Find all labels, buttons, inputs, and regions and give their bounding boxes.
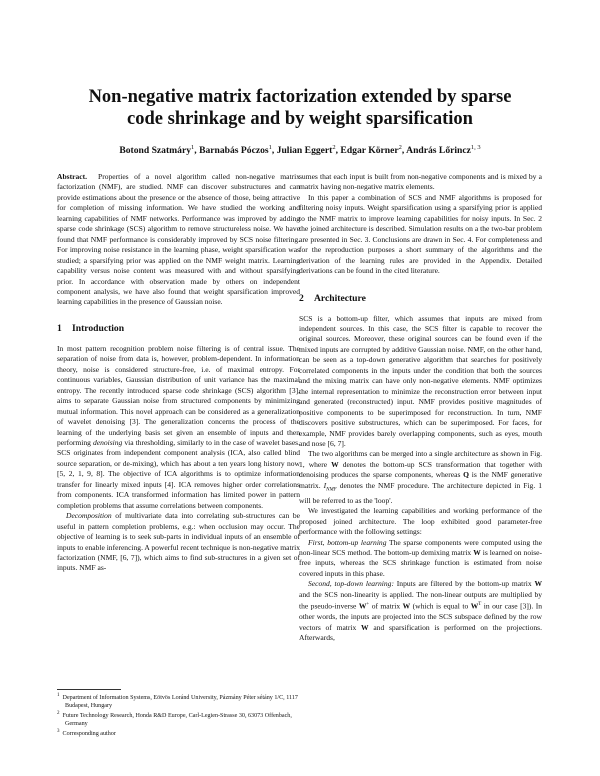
title-line-1: Non-negative matrix factorization extended by sparse — [88, 87, 512, 107]
paragraph-text: of multivariate data into correlating sub-structures can be useful in pattern completion problems, e.g.: when occlusion may occur. The objective of learning is to seek sub-parts in individual inputs of an ensemble of inputs to enable inferencing. A powerful recent technique is non-negative matrix factorization (NMF, [6, 7]), which aims to find sub-structures in a given set of inputs. NMF as- — [57, 511, 300, 573]
emphasis-text: denoising — [92, 437, 123, 447]
footnote-text: Future Technology Research, Honda R&D Europe, Carl-Legien-Strasse 30, 63073 Offenbach, Germany — [62, 713, 292, 728]
paper-title — [40, 86, 560, 130]
matrix-symbol: W — [361, 622, 369, 632]
intro-paragraph-3: In this paper a combination of SCS and NMF algorithms is proposed for filtering noisy inputs. Weight sparsification using a sparsifying prior is applied to the NMF matrix to improve learning capabilities for noisy inputs. In Sec. 2 the joined architecture is described. Simulation results on a the two-bar problem are presented in Sec. 3. Conclusions are drawn in Sec. 4. For completeness and for the reproduction purposes a short summary of the algorithms and the derivation of the learning rules are provided in the Appendix. Detailed derivations can be found in the cited literature. — [299, 192, 542, 276]
title-line-2: code shrinkage and by weight sparsification — [127, 109, 473, 129]
paragraph-text: is the NMF generative matrix. — [299, 470, 542, 490]
architecture-paragraph-3: We investigated the learning capabilities and working performance of the proposed joined architecture. The loop exhibited good parameter-free performance with the following settings: — [299, 506, 542, 537]
paragraph-text: In most pattern recognition problem noise filtering is of central issue. The separation of noise from data is, however, problem-dependent. In information theory, noise is considered structure-free, i.e. of maximal entropy. For continuous variables, Gaussian distribution of unit variance has the maximal entropy. The recently introduced sparse code shrinkage (SCS) algorithm [3], aims to separate Gaussian noise from structured components by minimizing mutual information. This novel approach can be considered as a generalization of wavelet denoising [3]. The generalization concerns the process of the learning of the underlying basis set given an ensemble of inputs and then performing — [57, 343, 300, 447]
paragraph-text: and the SCS non-linearity is applied. The non-linear outputs are multiplied by the pseudo-inverse — [299, 589, 542, 611]
footnote-mark: 2 — [57, 711, 60, 717]
matrix-symbol: Q — [463, 470, 470, 480]
paragraph-text: of matrix — [371, 601, 401, 611]
emphasis-text: Second, top-down learning: — [308, 579, 394, 589]
section-number: 1 — [57, 322, 62, 334]
paragraph-text: denotes the bottom-up SCS transformation that together with denoising produces the sparse components, whereas — [299, 459, 542, 480]
paragraph-text: is learned on noise-free inputs, whereas the SCS shrinkage function is estimated from noise covered inputs in this phase. — [299, 548, 542, 578]
section-number: 2 — [299, 292, 304, 304]
footnote — [57, 728, 300, 738]
matrix-symbol: W — [402, 601, 411, 611]
abstract-text: Properties of a novel algorithm called non-negative matrix factorization (NMF), are studied. NMF can discover substructures and can provide estimations about the presence or the absence of those, being attractive for completion of missing information. We have studied the working and learning capabilities of NMF networks. Performance was improved by adding sparse code shrinkage (SCS) algorithm to remove structureless noise. We have found that NMF performance is considerably improved by SCS noise filtering. For improving noise resistance in the learning phase, weight sparsification was studied; a sparsifying prior was applied on the NMF weight matrix. Learning capability versus noise content was measured with and without sparsifying prior. In accordance with observation made by others on independent component analysis, we have also found that weight sparsification improved learning capabilities in the presence of Gaussian noise. — [57, 172, 300, 307]
matrix-symbol: W — [473, 548, 481, 557]
author-name: Barnabás Póczos — [199, 145, 269, 157]
right-column — [299, 172, 542, 644]
paragraph-text: Inputs are filtered by the bottom-up matrix — [396, 579, 532, 589]
footnote-mark: 3 — [57, 729, 60, 735]
author-name: Julian Eggert — [276, 145, 333, 157]
architecture-paragraph-4 — [299, 538, 542, 580]
footnote-mark: 1 — [57, 693, 60, 698]
footnote-rule — [57, 689, 121, 690]
architecture-paragraph-2 — [299, 449, 542, 506]
intro-continued-paragraph: sumes that each input is built from non-negative components and is mixed by a matrix having non-negative matrix elements. — [299, 172, 542, 192]
math-symbol: I — [323, 480, 327, 490]
author-affiliation: 2 — [332, 144, 336, 151]
footnotes — [57, 692, 300, 739]
architecture-paragraph-5: Second, top-down learning: Inputs are filtered by the bottom-up matrix W and the SCS non-linearity is applied. The non-linear outputs are multiplied by the pseudo-inverse W+ of matrix W (which is equal to $W^T$ in our case [3]). In other words, the inputs are projected into the SCS subspace defined by the row vectors of matrix W and sparsification is performed on the projections. Afterwards, — [299, 579, 543, 643]
paragraph-text: (which is equal to — [412, 601, 469, 611]
section-heading-introduction — [57, 323, 300, 335]
author-affiliation: 1 — [191, 144, 195, 151]
architecture-paragraph-1: SCS is a bottom-up filter, which assumes that inputs are mixed from independent sources. In this case, the SCS filter is capable to recover the original sources. Moreover, these original sources can be found even if the mixed inputs are corrupted by additive Gaussian noise. NMF, on the other hand, can be seen as a top-down generative algorithm that searches for positively correlated components in the inputs under the condition that both the sources and the mixing matrix can have only non-negative elements. NMF optimizes the internal representation to minimize the reconstruction error between input and generated (reconstructed) input. NMF provides positive magnitudes of positive components to be superimposed for reconstruction. In turn, NMF discovers positive substructures, which can be superimposed. For faces, for example, NMF provides barely overlapping components, such as eyes, mouth and nose [6, 7]. — [299, 313, 542, 448]
author-name: Botond Szatmáry — [119, 145, 192, 157]
paragraph-text: in our case [3]). In other words, the inputs are projected into the SCS subspace defined by the row vectors of matrix — [299, 601, 543, 632]
author-name: András Lőrincz — [406, 145, 471, 157]
paragraph-text: The two algorithms can be merged into a single architecture as shown in Fig. 1, where — [299, 449, 542, 469]
emphasis-text: Decomposition — [66, 511, 112, 521]
matrix-symbol: W — [470, 601, 479, 611]
section-title: Architecture — [314, 292, 366, 304]
section-title: Introduction — [72, 322, 125, 334]
footnote — [57, 692, 300, 710]
author-name: Edgar Körner — [340, 145, 399, 157]
paragraph-text: denotes the NMF procedure. The architecture depicted in Fig. 1 will be referred to as the 'loop'. — [299, 480, 542, 505]
paragraph-text: via thresholding, similarly to in the case of wavelet bases. SCS originates from independent component analysis (ICA, also called blind source separation, or de-mixing), which has about a ten years long history now [5, 2, 1, 9, 8]. The objective of ICA algorithms is to optimize information transfer for linearly mixed inputs [4]. ICA removes higher order correlations from components. ICA transformed information has limited power in pattern completion problems that assume correlations between components. — [57, 437, 300, 510]
emphasis-text: First, bottom-up learning — [308, 537, 387, 547]
author-list: Botond Szatmáry$^1$, Barnabás Póczos$^1$, Julian Eggert$^2$, Edgar Körner$^2$, András Lőrincz$^{1, 3}$ — [119, 144, 481, 157]
section-heading-architecture — [299, 293, 542, 305]
paragraph-text: and sparsification is performed on the projections. Afterwards, — [299, 622, 542, 643]
abstract — [57, 172, 300, 308]
footnote — [57, 710, 300, 728]
math-subscript: NMF — [326, 487, 337, 493]
left-column — [57, 172, 300, 574]
footnote-text: Department of Information Systems, Eötvös Loránd University, Pázmány Péter sétány 1/C, 1117 Budapest, Hungary — [62, 695, 298, 710]
intro-paragraph-1 — [57, 344, 300, 511]
author-affiliation: 2 — [398, 144, 402, 151]
footnote-text: Corresponding author — [62, 731, 116, 738]
author-affiliation: 1, 3 — [470, 144, 481, 151]
intro-paragraph-2 — [57, 511, 300, 574]
matrix-symbol: W — [358, 601, 367, 611]
abstract-label: Abstract. — [57, 172, 87, 181]
paragraph-text: The sparse components were computed using the non-linear SCS method. The bottom-up demixing matrix — [299, 537, 543, 557]
author-affiliation: 1 — [268, 144, 272, 151]
matrix-symbol: W — [534, 579, 542, 589]
matrix-symbol: W — [331, 459, 339, 469]
